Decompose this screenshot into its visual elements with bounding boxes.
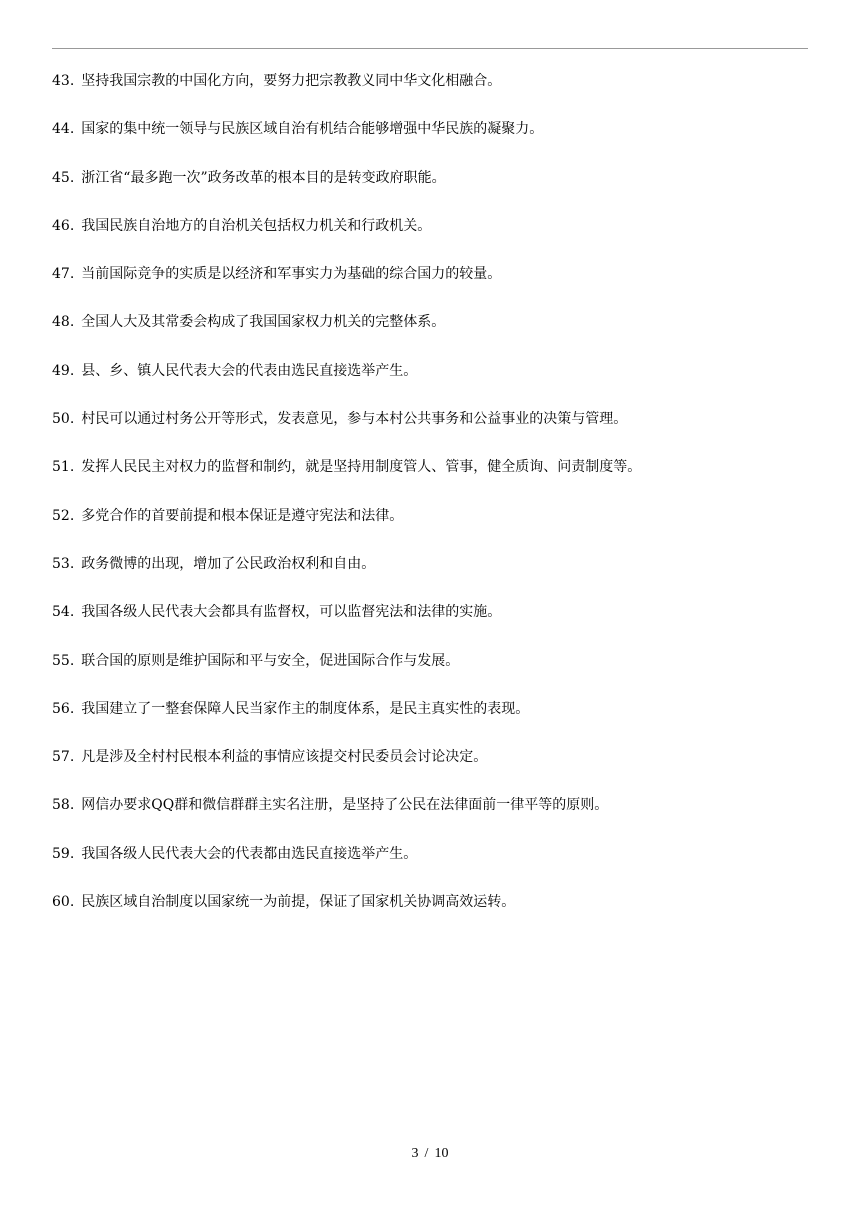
item-number: 55 . (52, 650, 74, 672)
item-text: 网信办要求QQ群和微信群群主实名注册，是坚持了公民在法律面前一律平等的原则。 (81, 797, 609, 814)
item-text: 民族区域自治制度以国家统一为前提，保证了国家机关协调高效运转。 (81, 894, 516, 911)
header-rule (52, 48, 808, 49)
item-number: 60 . (52, 891, 74, 913)
item-number: 49 . (52, 360, 74, 382)
item-text: 凡是涉及全村村民根本利益的事情应该提交村民委员会讨论决定。 (81, 749, 488, 766)
item-number: 51 . (52, 456, 74, 478)
item-text: 全国人大及其常委会构成了我国国家权力机关的完整体系。 (81, 314, 446, 331)
item-text: 县、乡、镇人民代表大会的代表由选民直接选举产生。 (81, 362, 418, 379)
item-number: 45 . (52, 167, 74, 189)
page-number (0, 1146, 860, 1162)
item-number: 47 . (52, 263, 74, 285)
list-item (52, 167, 812, 215)
item-text: 发挥人民民主对权力的监督和制约，就是坚持用制度管人、管事，健全质询、问责制度等。 (81, 459, 642, 476)
list-item (52, 698, 812, 746)
item-text: 我国建立了一整套保障人民当家作主的制度体系，是民主真实性的表现。 (81, 700, 530, 717)
list-item (52, 794, 812, 842)
list-item (52, 70, 812, 118)
item-number: 50 . (52, 408, 74, 430)
item-text: 国家的集中统一领导与民族区域自治有机结合能够增强中华民族的凝聚力。 (81, 121, 544, 138)
item-number: 46 . (52, 215, 74, 237)
list-item (52, 650, 812, 698)
list-item (52, 505, 812, 553)
statement-list (52, 70, 812, 939)
item-text: 我国民族自治地方的自治机关包括权力机关和行政机关。 (81, 217, 432, 234)
item-text: 村民可以通过村务公开等形式，发表意见，参与本村公共事务和公益事业的决策与管理。 (81, 411, 628, 428)
page-separator: / (424, 1146, 429, 1161)
item-text: 政务微博的出现，增加了公民政治权利和自由。 (81, 555, 376, 572)
item-text: 坚持我国宗教的中国化方向，要努力把宗教教义同中华文化相融合。 (81, 73, 502, 89)
item-text: 联合国的原则是维护国际和平与安全，促进国际合作与发展。 (81, 652, 460, 669)
list-item (52, 553, 812, 601)
list-item (52, 360, 812, 408)
list-item (52, 456, 812, 504)
item-number: 52 . (52, 505, 74, 527)
list-item (52, 843, 812, 891)
list-item (52, 408, 812, 456)
item-text: 浙江省“最多跑一次”政务改革的根本目的是转变政府职能。 (81, 169, 446, 186)
item-number: 59 . (52, 843, 74, 865)
list-item (52, 746, 812, 794)
item-number: 57 . (52, 746, 74, 768)
item-text: 多党合作的首要前提和根本保证是遵守宪法和法律。 (81, 507, 404, 524)
list-item (52, 118, 812, 166)
item-number: 53 . (52, 553, 74, 575)
item-number: 54 . (52, 601, 74, 623)
item-number: 44 . (52, 118, 74, 140)
current-page: 3 (411, 1146, 419, 1161)
item-number: 43 . (52, 70, 74, 92)
item-number: 48 . (52, 311, 74, 333)
item-text: 我国各级人民代表大会都具有监督权，可以监督宪法和法律的实施。 (81, 604, 502, 621)
item-number: 56 . (52, 698, 74, 720)
total-pages: 10 (434, 1146, 449, 1161)
list-item (52, 215, 812, 263)
item-text: 当前国际竞争的实质是以经济和军事实力为基础的综合国力的较量。 (81, 266, 502, 283)
list-item (52, 601, 812, 649)
list-item (52, 891, 812, 939)
item-text: 我国各级人民代表大会的代表都由选民直接选举产生。 (81, 845, 418, 862)
list-item (52, 311, 812, 359)
item-number: 58 . (52, 794, 74, 816)
list-item (52, 263, 812, 311)
